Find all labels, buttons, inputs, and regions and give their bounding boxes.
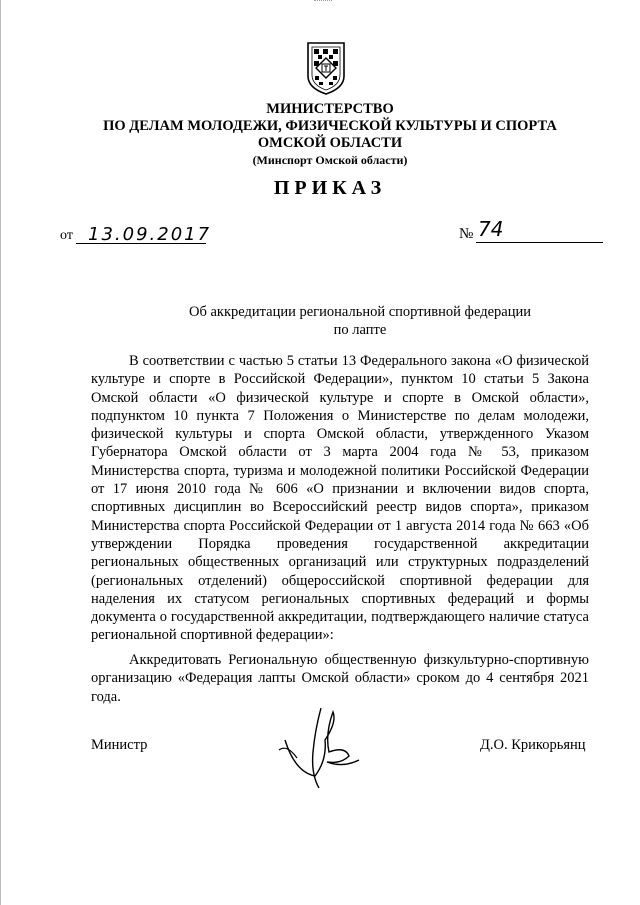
- preamble-paragraph: В соответствии с частью 5 статьи 13 Федерального закона «О физической культуре и спорте в Российской Федерации», пунктом 10 статьи 5 Закона Омской области «О физической культуре и спорте в Омской области», подпунктом 10 пункта 7 Положения о Министерстве по делам молодежи, физической культуры и спорта Омской области, утвержденного Указом Губернатора Омской области от 3 марта 2004 года № 53, приказом Министерства спорта, туризма и молодежной политики Российской Федерации от 17 июня 2010 года № 606 «О признании и включении видов спорта, спортивных дисциплин во Всероссийский реестр видов спорта», приказом Министерства спорта Российской Федерации от 1 августа 2014 года № 663 «Об утверждении Порядка проведения государственной аккредитации региональных общественных организаций или структурных подразделений (региональных отделений) общероссийской спортивной федерации для наделения их статусом региональных спортивных федераций и формы документа о государственной аккредитации, подтверждающего наличие статуса региональной спортивной федерации»:: [91, 353, 589, 644]
- document-type-heading: ПРИКАЗ: [273, 177, 387, 199]
- date-prefix: от: [60, 228, 73, 243]
- ministry-short-name: (Минспорт Омской области): [252, 153, 408, 167]
- signatory-position: Министр: [91, 737, 148, 753]
- number-prefix: №: [459, 226, 474, 242]
- signatory-name: Д.О. Крикорьянц: [480, 737, 586, 753]
- ministry-subtitle: ПО ДЕЛАМ МОЛОДЕЖИ, ФИЗИЧЕСКОЙ КУЛЬТУРЫ И СПОРТА: [103, 118, 557, 134]
- coat-of-arms-emblem: [305, 40, 347, 96]
- document-date: 13.09.2017: [88, 224, 212, 245]
- document-number: 74: [478, 217, 504, 241]
- handwritten-signature: [275, 700, 375, 790]
- scan-top-mark: [314, 0, 332, 4]
- ministry-title: МИНИСТЕРСТВО: [266, 101, 394, 117]
- number-underline: [476, 242, 603, 243]
- subject-line-1: Об аккредитации региональной спортивной федерации: [189, 304, 531, 320]
- order-paragraph: Аккредитовать Региональную общественную физкультурно-спортивную организацию «Федерация лапты Омской области» сроком до 4 сентября 2021 года.: [91, 652, 589, 705]
- scan-edge-line: [0, 0, 1, 905]
- ministry-region: ОМСКОЙ ОБЛАСТИ: [257, 135, 403, 151]
- subject-line-2: по лапте: [333, 322, 387, 338]
